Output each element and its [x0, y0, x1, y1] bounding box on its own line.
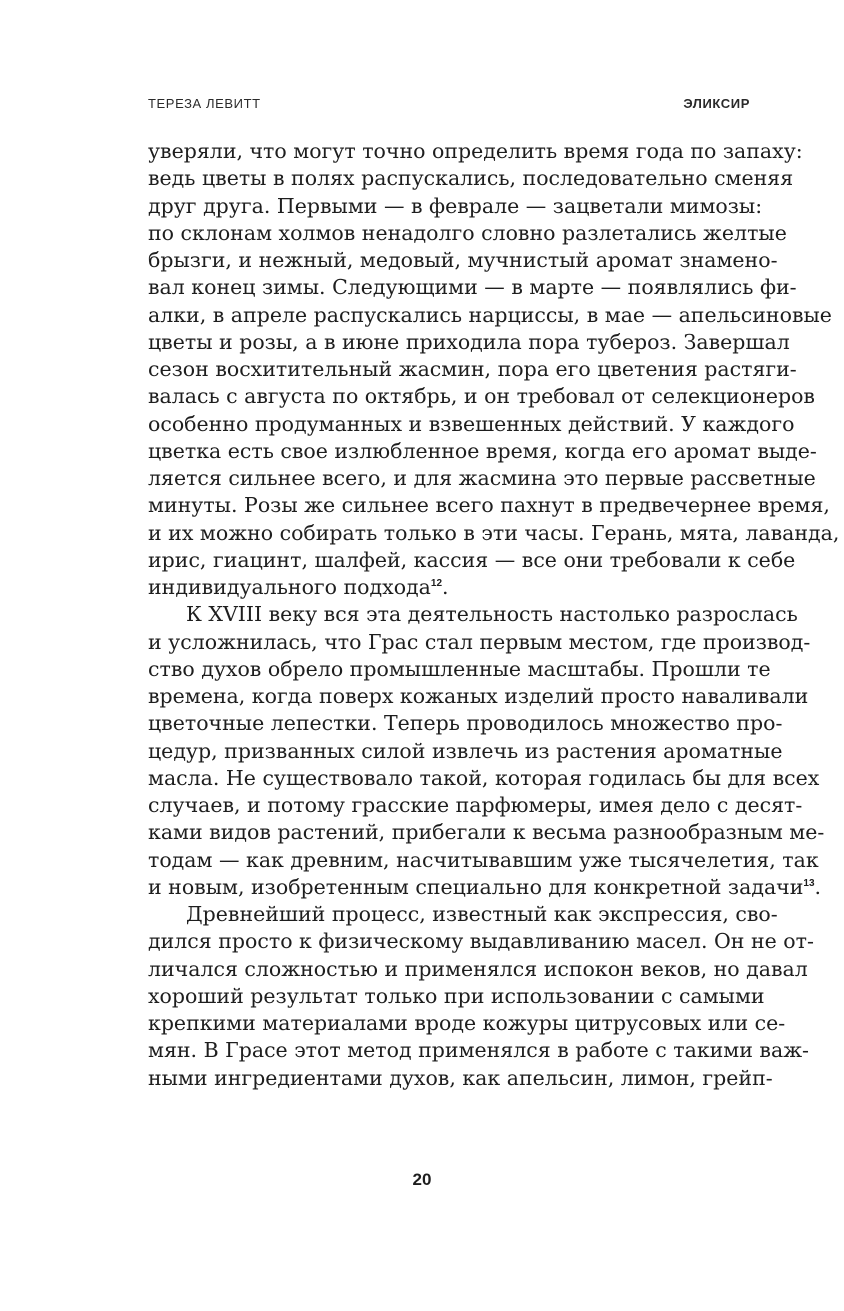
- text-line-content: индивидуального подхода: [148, 575, 431, 599]
- paragraph-first-line: Древнейший процесс, известный как экспрессия, сво-: [186, 902, 778, 926]
- running-head-book-title: ЭЛИКСИР: [683, 96, 750, 111]
- sentence-period: .: [442, 575, 449, 599]
- text-line: брызги, и нежный, медовый, мучнистый аромат знамено-: [148, 248, 778, 272]
- body-text: [148, 138, 840, 1092]
- text-line: масла. Не существовало такой, которая годилась бы для всех: [148, 765, 820, 790]
- text-line: мян. В Грасе этот метод применялся в работе с такими важ-: [148, 1038, 809, 1063]
- footnote-ref-13[interactable]: 13: [803, 877, 815, 889]
- text-line: вал конец зимы. Следующими — в марте — появлялись фи-: [148, 275, 797, 300]
- text-line: сезон восхитительный жасмин, пора его цветения растяги-: [148, 357, 797, 381]
- text-line: ведь цветы в полях распускались, последовательно сменяя: [148, 166, 794, 191]
- text-line: цветы и розы, а в июне приходила пора тубероз. Завершал: [148, 329, 790, 354]
- text-line: случаев, и потому грасские парфюмеры, имея дело с десят-: [148, 793, 803, 817]
- text-line: уверяли, что могут точно определить время года по запаху:: [148, 139, 803, 163]
- page-number: 20: [412, 1170, 432, 1189]
- text-line: времена, когда поверх кожаных изделий просто наваливали: [148, 684, 809, 708]
- text-line-content: и новым, изобретенным специально для конкретной задачи: [148, 874, 804, 899]
- text-line: цветка есть свое излюбленное время, когда его аромат выде-: [148, 438, 817, 463]
- text-line: алки, в апреле распускались нарциссы, в мае — апельсиновые: [148, 302, 832, 327]
- paragraph-first-line: К XVIII веку вся эта деятельность настолько разрослась: [186, 602, 798, 627]
- text-line: друг друга. Первыми — в феврале — зацветали мимозы:: [148, 193, 763, 218]
- text-line: ирис, гиацинт, шалфей, кассия — все они требовали к себе: [148, 547, 796, 572]
- sentence-period: .: [814, 874, 822, 899]
- text-line: ство духов обрело промышленные масштабы. Прошли те: [148, 656, 771, 681]
- text-line: тодам — как древним, насчитывавшим уже тысячелетия, так: [148, 847, 819, 872]
- text-line: особенно продуманных и взвешенных действий. У каждого: [148, 411, 795, 436]
- text-line: дился просто к физическому выдавливанию масел. Он не от-: [148, 929, 814, 954]
- text-line: ками видов растений, прибегали к весьма разнообразным ме-: [148, 820, 825, 845]
- text-line: хороший результат только при использовании с самыми: [148, 983, 765, 1008]
- text-line: и усложнилась, что Грас стал первым местом, где производ-: [148, 629, 811, 654]
- text-line-with-footnote: [148, 574, 750, 601]
- text-line: и их можно собирать только в эти часы. Герань, мята, лаванда,: [148, 520, 840, 545]
- text-line: крепкими материалами вроде кожуры цитрусовых или се-: [148, 1011, 786, 1035]
- running-head: [148, 96, 750, 114]
- text-line: минуты. Розы же сильнее всего пахнут в предвечернее время,: [148, 493, 830, 518]
- text-line: ными ингредиентами духов, как апельсин, лимон, грейп-: [148, 1065, 773, 1090]
- running-head-author: ТЕРЕЗА ЛЕВИТТ: [148, 96, 261, 111]
- text-line: цедур, призванных силой извлечь из растения ароматные: [148, 738, 783, 763]
- text-line: цветочные лепестки. Теперь проводилось множество про-: [148, 711, 783, 736]
- text-line: валась с августа по октябрь, и он требовал от селекционеров: [148, 384, 815, 409]
- text-line: по склонам холмов ненадолго словно разлетались желтые: [148, 220, 787, 245]
- footnote-ref-12[interactable]: 12: [430, 578, 443, 589]
- text-line: личался сложностью и применялся испокон веков, но давал: [148, 956, 808, 981]
- text-line: ляется сильнее всего, и для жасмина это первые рассветные: [148, 466, 816, 490]
- text-line-with-footnote: [148, 874, 822, 901]
